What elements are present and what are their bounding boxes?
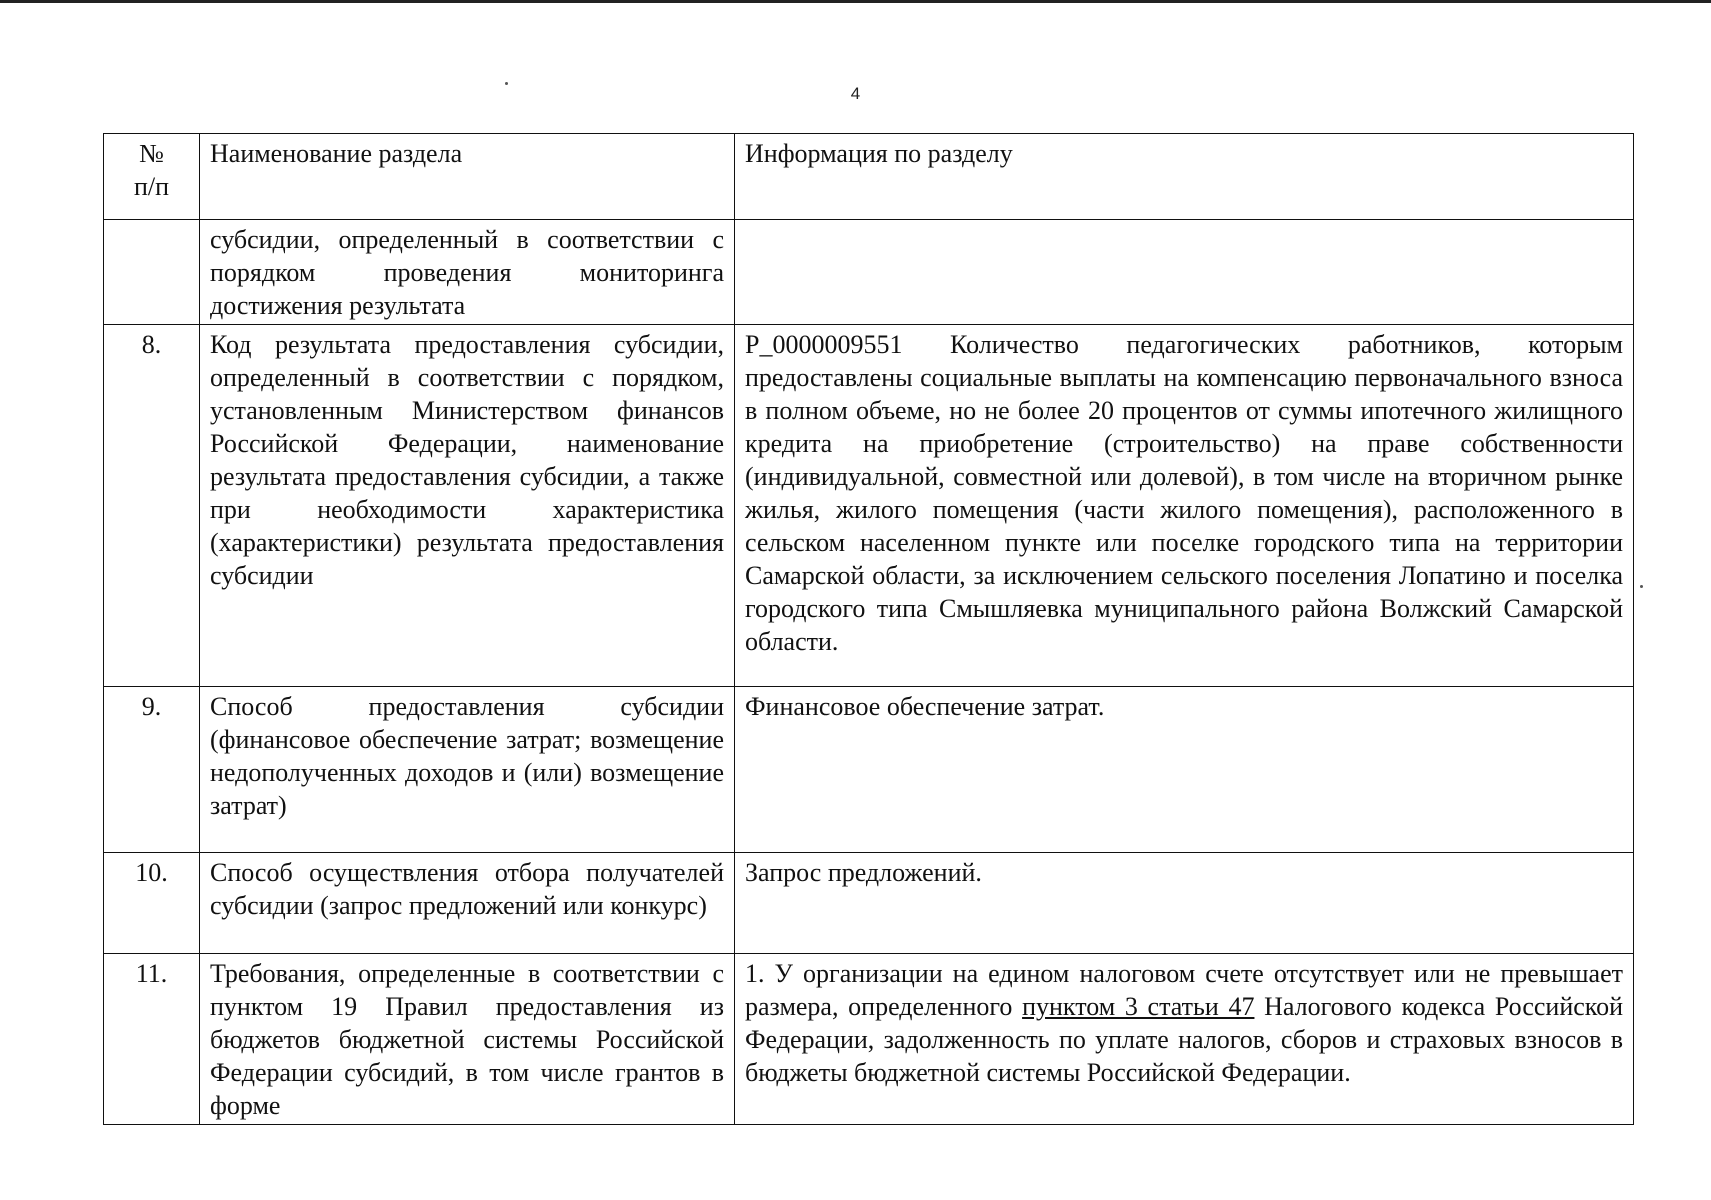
scan-artifact — [1640, 585, 1643, 588]
row-section-text: Способ предоставления субсидии (финансовое обеспечение затрат; возмещение недополученных доходов и (или) возмещение затрат) — [210, 692, 724, 820]
row-number-cell — [104, 954, 200, 1125]
row-number-cell — [104, 687, 200, 853]
row-info-cell — [735, 687, 1634, 853]
header-section-label: Наименование раздела — [210, 139, 463, 168]
row-number-cell — [104, 220, 200, 325]
row-info-text — [745, 957, 1623, 1089]
table-row — [104, 220, 1634, 325]
table-row — [104, 325, 1634, 687]
table-row — [104, 853, 1634, 954]
row-section-cell — [200, 954, 735, 1125]
scan-top-edge — [0, 0, 1711, 3]
row-number: 9. — [141, 692, 162, 721]
row-section-cell — [200, 687, 735, 853]
row-section-text: Требования, определенные в соответствии с пунктом 19 Правил предоставления из бюджетов бюджетной системы Российской Федерации субсидий, в том числе грантов в форме — [210, 959, 724, 1120]
header-info-label: Информация по разделу — [745, 139, 1013, 168]
row-section-cell — [200, 853, 735, 954]
document-table — [103, 133, 1634, 1125]
row-info-cell — [735, 853, 1634, 954]
row-info-text-end: Налогового кодекса Российской Федерации, задолженность по уплате налогов, сборов и страховых взносов в бюджеты бюджетной системы Российской Федерации. — [745, 992, 1623, 1087]
header-info-cell — [735, 134, 1634, 220]
tax-code-reference-link[interactable]: пунктом 3 статьи 47 — [1022, 992, 1255, 1021]
row-section-text: Код результата предоставления субсидии, определенный в соответствии с порядком, установленным Министерством финансов Российской Федерации, наименование результата предоставления субсидии, а также при необходимости характеристика (характеристики) результата предоставления субсидии — [210, 330, 724, 590]
row-number-cell — [104, 325, 200, 687]
row-number: 8. — [141, 330, 162, 359]
table-header-row — [104, 134, 1634, 220]
table-row — [104, 687, 1634, 853]
row-section-text: Способ осуществления отбора получателей субсидии (запрос предложений или конкурс) — [210, 858, 724, 920]
row-info-cell — [735, 954, 1634, 1125]
row-info-text-start: 1. У организации на едином налоговом счете отсутствует или не превышает размера, определенного — [745, 959, 1623, 1021]
row-info-text: Финансовое обеспечение затрат. — [745, 692, 1105, 721]
row-number: 10. — [135, 858, 168, 887]
row-info-cell — [735, 325, 1634, 687]
header-section-cell — [200, 134, 735, 220]
row-info-text: Запрос предложений. — [745, 858, 982, 887]
row-section-cell — [200, 325, 735, 687]
row-info-text: P_0000009551 Количество педагогических работников, которым предоставлены социальные выплаты на компенсацию первоначального взноса в полном объеме, но не более 20 процентов от суммы ипотечного жилищного кредита на приобретение (строительство) на праве собственности (индивидуальной, совместной или долевой), в том числе на вторичном рынке жилья, жилого помещения (части жилого помещения), расположенного в сельском населенном пункте или поселке городского типа на территории Самарской области, за исключением сельского поселения Лопатино и поселка городского типа Смышляевка муниципального района Волжский Самарской области. — [745, 330, 1623, 656]
header-number-cell — [104, 134, 200, 220]
row-number-cell — [104, 853, 200, 954]
page-number: 4 — [850, 84, 861, 103]
table-row — [104, 954, 1634, 1125]
row-info-cell — [735, 220, 1634, 325]
header-number-label: № п/п — [133, 139, 170, 201]
row-section-cell — [200, 220, 735, 325]
row-number: 11. — [135, 959, 168, 988]
row-section-text: субсидии, определенный в соответствии с порядком проведения мониторинга достижения результата — [210, 225, 724, 320]
